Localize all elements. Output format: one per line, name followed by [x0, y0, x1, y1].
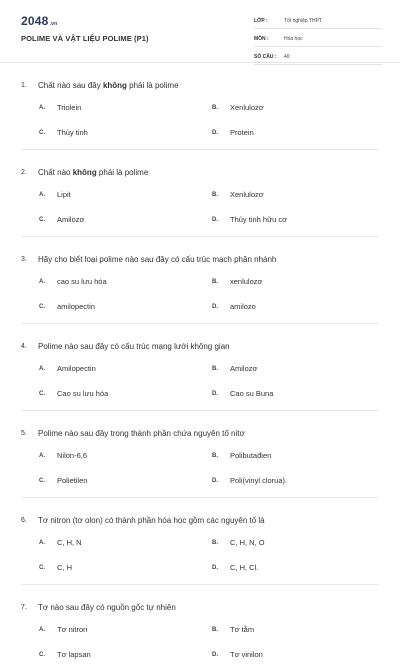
- answer-options: [21, 95, 400, 145]
- option-letter: A.: [39, 539, 45, 546]
- answer-option[interactable]: [194, 443, 367, 468]
- question-number: 6.: [21, 516, 27, 524]
- answer-option[interactable]: [21, 555, 194, 580]
- answer-option[interactable]: [194, 120, 367, 145]
- option-letter: A.: [39, 104, 45, 111]
- worksheet-title: POLIME VÀ VẬT LIỆU POLIME (P1): [21, 34, 149, 43]
- question-number: 1.: [21, 81, 27, 89]
- option-letter: C.: [39, 129, 45, 136]
- question-text-part: Tơ nào sau đây có nguồn gốc tự nhiên: [38, 602, 176, 612]
- answer-option[interactable]: [194, 555, 367, 580]
- option-letter: D.: [212, 129, 218, 136]
- option-letter: B.: [212, 191, 218, 198]
- option-letter: A.: [39, 278, 45, 285]
- question-6: [21, 510, 400, 585]
- site-logo[interactable]: [21, 14, 57, 28]
- answer-option[interactable]: [194, 617, 367, 642]
- question-text-emphasis: không: [102, 80, 127, 90]
- question-stem: [21, 510, 400, 530]
- answer-options: [21, 530, 400, 580]
- option-text: C, H, Cl.: [230, 563, 259, 572]
- answer-option[interactable]: [21, 207, 194, 232]
- answer-option[interactable]: [194, 294, 367, 319]
- option-letter: B.: [212, 278, 218, 285]
- option-letter: D.: [212, 216, 218, 223]
- option-text: C, H: [57, 563, 72, 572]
- option-letter: D.: [212, 390, 218, 397]
- question-stem: [21, 336, 400, 356]
- meta-label: SỐ CÂU :: [254, 54, 277, 60]
- option-letter: B.: [212, 452, 218, 459]
- question-text: [38, 255, 276, 264]
- answer-option[interactable]: [21, 468, 194, 493]
- option-text: Tơ nitron: [57, 625, 88, 634]
- option-letter: D.: [212, 651, 218, 658]
- option-text: Thủy tinh hữu cơ: [230, 215, 288, 224]
- option-text: Nilon-6,6: [57, 451, 88, 460]
- question-5: [21, 423, 400, 498]
- question-7: [21, 597, 400, 667]
- question-stem: [21, 162, 400, 182]
- option-text: amilozo: [230, 302, 256, 311]
- option-text: C, H, N: [57, 538, 82, 547]
- meta-value: 40: [284, 54, 290, 60]
- answer-option[interactable]: [194, 530, 367, 555]
- option-text: Poli(vinyl clorua).: [230, 476, 288, 485]
- answer-options: [21, 443, 400, 493]
- question-text: [38, 516, 265, 525]
- option-letter: D.: [212, 564, 218, 571]
- meta-label: LỚP :: [254, 18, 268, 24]
- option-text: Triolein: [57, 103, 82, 112]
- question-text-emphasis: không: [72, 167, 97, 177]
- question-number: 5.: [21, 429, 27, 437]
- answer-option[interactable]: [194, 207, 367, 232]
- option-text: Tơ vinilon: [230, 650, 263, 659]
- question-text-part: Polime nào sau đây có cấu trúc mạng lưới không gian: [38, 341, 230, 351]
- option-letter: A.: [39, 626, 45, 633]
- option-letter: A.: [39, 365, 45, 372]
- answer-option[interactable]: [194, 642, 367, 667]
- answer-option[interactable]: [194, 182, 367, 207]
- answer-option[interactable]: [21, 182, 194, 207]
- answer-option[interactable]: [21, 294, 194, 319]
- answer-option[interactable]: [194, 356, 367, 381]
- option-letter: D.: [212, 303, 218, 310]
- question-stem: [21, 249, 400, 269]
- answer-options: [21, 356, 400, 406]
- question-divider: [21, 584, 379, 585]
- question-text: [38, 81, 179, 90]
- option-text: Xenlulozơ: [230, 190, 264, 199]
- question-text: [38, 168, 148, 177]
- question-text-part: Chất nào: [38, 167, 73, 177]
- option-text: Thủy tinh: [57, 128, 88, 137]
- answer-option[interactable]: [21, 269, 194, 294]
- option-letter: B.: [212, 104, 218, 111]
- question-text-part: phải là polime: [96, 167, 149, 177]
- answer-option[interactable]: [21, 95, 194, 120]
- question-text: [38, 342, 230, 351]
- answer-options: [21, 269, 400, 319]
- option-text: Polietilen: [57, 476, 88, 485]
- answer-option[interactable]: [21, 530, 194, 555]
- answer-option[interactable]: [194, 468, 367, 493]
- option-letter: B.: [212, 539, 218, 546]
- meta-value: Tốt nghiệp THPT: [284, 18, 322, 24]
- meta-label: MÔN :: [254, 36, 269, 42]
- answer-option[interactable]: [21, 381, 194, 406]
- answer-options: [21, 617, 400, 667]
- question-4: [21, 336, 400, 411]
- answer-options: [21, 182, 400, 232]
- answer-option[interactable]: [194, 95, 367, 120]
- option-text: C, H, N, O: [230, 538, 265, 547]
- option-text: Amilozơ: [230, 364, 258, 373]
- question-text-part: Chất nào sau đây: [38, 80, 103, 90]
- option-letter: D.: [212, 477, 218, 484]
- option-letter: C.: [39, 564, 45, 571]
- question-list: [0, 75, 400, 667]
- answer-option[interactable]: [194, 381, 367, 406]
- option-text: Polibutađien: [230, 451, 272, 460]
- option-text: Protein: [230, 128, 254, 137]
- option-letter: C.: [39, 390, 45, 397]
- option-text: Tơ lapsan: [57, 650, 91, 659]
- option-letter: C.: [39, 303, 45, 310]
- option-text: Cao su lưu hóa: [57, 389, 109, 398]
- meta-value: Hóa học: [284, 36, 303, 42]
- question-text: [38, 429, 245, 438]
- question-text-part: phải là polime: [126, 80, 179, 90]
- option-text: Cao su Buna: [230, 389, 274, 398]
- option-letter: C.: [39, 477, 45, 484]
- option-letter: A.: [39, 191, 45, 198]
- answer-option[interactable]: [21, 443, 194, 468]
- option-letter: B.: [212, 626, 218, 633]
- option-letter: B.: [212, 365, 218, 372]
- option-letter: C.: [39, 216, 45, 223]
- question-number: 2.: [21, 168, 27, 176]
- question-number: 7.: [21, 603, 27, 611]
- option-text: Amilopectin: [57, 364, 96, 373]
- option-letter: A.: [39, 452, 45, 459]
- option-letter: C.: [39, 651, 45, 658]
- question-text-part: Polime nào sau đây trong thành phần chứa nguyên tố nitơ: [38, 428, 245, 438]
- answer-option[interactable]: [21, 617, 194, 642]
- question-text-part: Hãy cho biết loại polime nào sau đây có cấu trúc mạch phân nhánh: [38, 254, 277, 264]
- meta-row-count: [254, 50, 382, 65]
- question-divider: [21, 323, 379, 324]
- answer-option[interactable]: [21, 642, 194, 667]
- answer-option[interactable]: [21, 356, 194, 381]
- question-number: 3.: [21, 255, 27, 263]
- question-divider: [21, 149, 379, 150]
- question-text-part: Tơ nitron (tơ olon) có thành phần hóa học gồm các nguyên tố là: [38, 515, 265, 525]
- option-text: xenlulozơ: [230, 277, 263, 286]
- question-stem: [21, 597, 400, 617]
- question-1: [21, 75, 400, 150]
- option-text: Lipit: [57, 190, 71, 199]
- meta-row-subject: [254, 32, 382, 47]
- worksheet-meta: [254, 14, 382, 68]
- logo-suffix: .vn: [49, 21, 58, 27]
- answer-option[interactable]: [21, 120, 194, 145]
- option-text: Amilozơ: [57, 215, 85, 224]
- option-text: cao su lưu hóa: [57, 277, 107, 286]
- question-divider: [21, 410, 379, 411]
- question-text: [38, 603, 176, 612]
- logo-text: 2048: [21, 14, 49, 28]
- option-text: amilopectin: [57, 302, 95, 311]
- question-number: 4.: [21, 342, 27, 350]
- question-3: [21, 249, 400, 324]
- question-2: [21, 162, 400, 237]
- worksheet-header: [0, 0, 400, 63]
- answer-option[interactable]: [194, 269, 367, 294]
- question-divider: [21, 236, 379, 237]
- meta-row-class: [254, 14, 382, 29]
- question-stem: [21, 75, 400, 95]
- option-text: Tơ tằm: [230, 625, 255, 634]
- option-text: Xenlulozơ: [230, 103, 264, 112]
- question-divider: [21, 497, 379, 498]
- question-stem: [21, 423, 400, 443]
